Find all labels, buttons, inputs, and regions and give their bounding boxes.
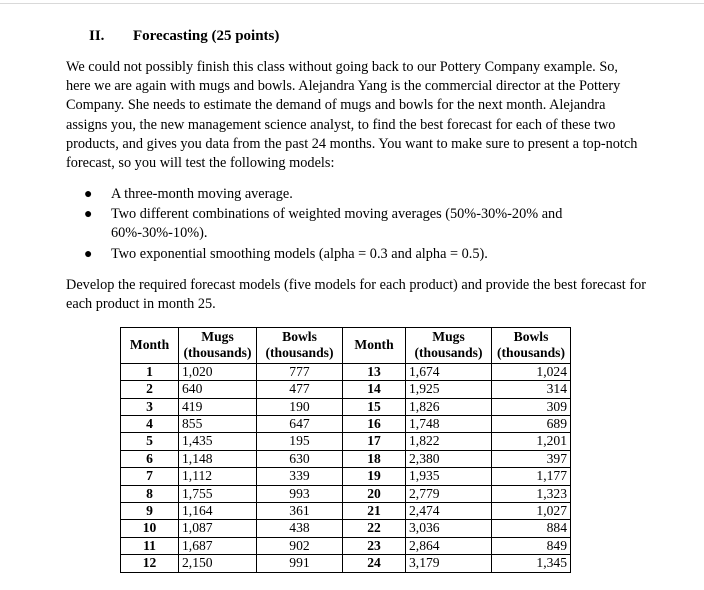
- cell-bowls: 397: [492, 450, 571, 467]
- cell-mugs: 1,748: [406, 416, 492, 433]
- cell-bowls: 195: [257, 433, 343, 450]
- table-row: [121, 537, 571, 554]
- cell-bowls: 477: [257, 381, 343, 398]
- cell-mugs: 1,674: [406, 363, 492, 380]
- cell-month: 1: [121, 363, 179, 380]
- cell-month: 17: [343, 433, 406, 450]
- section-heading: [89, 28, 279, 45]
- table-row: [121, 555, 571, 572]
- cell-mugs: 3,179: [406, 555, 492, 572]
- model-list: [84, 185, 644, 265]
- cell-mugs: 2,779: [406, 485, 492, 502]
- cell-bowls: 991: [257, 555, 343, 572]
- cell-mugs: 1,020: [179, 363, 257, 380]
- cell-bowls: 361: [257, 503, 343, 520]
- header-bowls: Bowls (thousands): [257, 328, 343, 364]
- section-number: II.: [89, 28, 105, 44]
- model-list-text: Two different combinations of weighted moving averages (50%-30%-20% and 60%-30%-10%).: [111, 206, 563, 242]
- cell-bowls: 309: [492, 398, 571, 415]
- table-row: [121, 433, 571, 450]
- cell-mugs: 1,822: [406, 433, 492, 450]
- cell-bowls: 1,024: [492, 363, 571, 380]
- bullet-icon: ●: [84, 246, 93, 262]
- cell-bowls: 1,345: [492, 555, 571, 572]
- table-row: [121, 485, 571, 502]
- intro-paragraph: We could not possibly finish this class without going back to our Pottery Company example. So, here we are again with mugs and bowls. Alejandra Yang is the commercial director at the Pottery Company. She needs to estimate the demand of mugs and bowls for the next month. Alejandra assigns you, the new management science analyst, to find the best forecast for each of these two products, and gives you data from the past 24 months. You want to make sure to present a top-notch forecast, so you will test the following models:: [66, 59, 638, 172]
- cell-mugs: 1,935: [406, 468, 492, 485]
- table-row: [121, 450, 571, 467]
- cell-bowls: 438: [257, 520, 343, 537]
- cell-month: 21: [343, 503, 406, 520]
- cell-month: 9: [121, 503, 179, 520]
- cell-bowls: 339: [257, 468, 343, 485]
- header-month: Month: [121, 328, 179, 364]
- cell-mugs: 640: [179, 381, 257, 398]
- cell-bowls: 1,177: [492, 468, 571, 485]
- table-row: [121, 363, 571, 380]
- cell-month: 15: [343, 398, 406, 415]
- top-divider: [0, 3, 704, 4]
- cell-month: 3: [121, 398, 179, 415]
- task-paragraph: Develop the required forecast models (five models for each product) and provide the best forecast for each product in month 25.: [66, 277, 646, 313]
- cell-month: 24: [343, 555, 406, 572]
- model-list-item: [84, 245, 644, 264]
- header-mugs: Mugs (thousands): [406, 328, 492, 364]
- cell-bowls: 777: [257, 363, 343, 380]
- cell-mugs: 1,687: [179, 537, 257, 554]
- cell-mugs: 1,148: [179, 450, 257, 467]
- cell-month: 8: [121, 485, 179, 502]
- cell-mugs: 1,925: [406, 381, 492, 398]
- cell-mugs: 1,164: [179, 503, 257, 520]
- cell-month: 5: [121, 433, 179, 450]
- cell-mugs: 2,474: [406, 503, 492, 520]
- cell-month: 10: [121, 520, 179, 537]
- cell-bowls: 1,201: [492, 433, 571, 450]
- cell-mugs: 3,036: [406, 520, 492, 537]
- bullet-icon: ●: [84, 207, 93, 223]
- model-list-item: [84, 185, 644, 204]
- cell-bowls: 314: [492, 381, 571, 398]
- cell-bowls: 902: [257, 537, 343, 554]
- cell-month: 13: [343, 363, 406, 380]
- cell-month: 19: [343, 468, 406, 485]
- cell-month: 7: [121, 468, 179, 485]
- cell-mugs: 2,864: [406, 537, 492, 554]
- cell-bowls: 1,027: [492, 503, 571, 520]
- cell-bowls: 993: [257, 485, 343, 502]
- header-month: Month: [343, 328, 406, 364]
- cell-mugs: 1,112: [179, 468, 257, 485]
- cell-mugs: 855: [179, 416, 257, 433]
- cell-month: 22: [343, 520, 406, 537]
- cell-month: 23: [343, 537, 406, 554]
- model-list-item: [84, 205, 644, 243]
- model-list-text: Two exponential smoothing models (alpha = 0.3 and alpha = 0.5).: [111, 245, 488, 262]
- section-title: Forecasting (25 points): [133, 28, 280, 44]
- table-row: [121, 520, 571, 537]
- cell-month: 11: [121, 537, 179, 554]
- table-row: [121, 503, 571, 520]
- cell-month: 16: [343, 416, 406, 433]
- table-header-row: [121, 328, 571, 364]
- cell-mugs: 2,380: [406, 450, 492, 467]
- cell-bowls: 849: [492, 537, 571, 554]
- table-row: [121, 468, 571, 485]
- cell-month: 12: [121, 555, 179, 572]
- cell-mugs: 1,826: [406, 398, 492, 415]
- cell-month: 20: [343, 485, 406, 502]
- table-row: [121, 416, 571, 433]
- header-mugs: Mugs (thousands): [179, 328, 257, 364]
- cell-month: 14: [343, 381, 406, 398]
- cell-month: 2: [121, 381, 179, 398]
- cell-bowls: 884: [492, 520, 571, 537]
- cell-bowls: 647: [257, 416, 343, 433]
- table-body: [121, 363, 571, 572]
- model-list-text: A three-month moving average.: [111, 186, 293, 202]
- cell-mugs: 1,435: [179, 433, 257, 450]
- bullet-icon: ●: [84, 187, 93, 202]
- table-row: [121, 398, 571, 415]
- cell-bowls: 1,323: [492, 485, 571, 502]
- cell-month: 6: [121, 450, 179, 467]
- cell-bowls: 190: [257, 398, 343, 415]
- cell-mugs: 419: [179, 398, 257, 415]
- demand-table: [120, 327, 571, 573]
- cell-bowls: 689: [492, 416, 571, 433]
- cell-mugs: 1,755: [179, 485, 257, 502]
- cell-bowls: 630: [257, 450, 343, 467]
- cell-mugs: 1,087: [179, 520, 257, 537]
- cell-mugs: 2,150: [179, 555, 257, 572]
- cell-month: 4: [121, 416, 179, 433]
- header-bowls: Bowls (thousands): [492, 328, 571, 364]
- table-row: [121, 381, 571, 398]
- cell-month: 18: [343, 450, 406, 467]
